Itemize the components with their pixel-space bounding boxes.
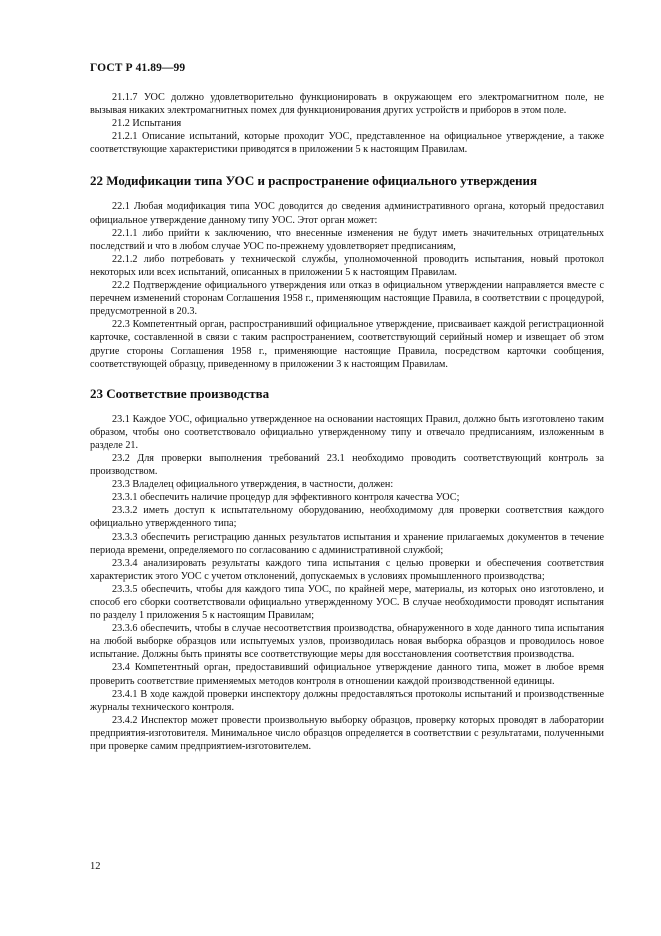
paragraph-22-1-1: 22.1.1 либо прийти к заключению, что внесенные изменения не будут иметь значительных отрицательных последствий и что в любом случае УОС по-прежнему удовлетворяет предписаниям, — [90, 227, 604, 252]
page-number: 12 — [90, 861, 101, 872]
paragraph-23-3-5: 23.3.5 обеспечить, чтобы для каждого типа УОС, по крайней мере, материалы, из которых оно изготовлено, и способ его сборки соответствовали официально утвержденному УОС. В случае необходимости проводят испытания по разделу 1 приложения 5 к настоящим Правилам; — [90, 583, 604, 622]
paragraph-23-1: 23.1 Каждое УОС, официально утвержденное на основании настоящих Правил, должно быть изготовлено таким образом, чтобы оно соответствовало официально утвержденному типу и отвечало предписаниям, изложенным в разделе 21. — [90, 413, 604, 451]
paragraph-22-1-2: 22.1.2 либо потребовать у технической службы, уполномоченной проводить испытания, новый протокол некоторых или всех испытаний, описанных в приложении 5 к настоящим Правилам. — [90, 253, 604, 278]
paragraph-23-3-2: 23.3.2 иметь доступ к испытательному оборудованию, необходимому для проверки соответствия каждого официально утвержденного типа; — [90, 505, 604, 530]
paragraph-22-1: 22.1 Любая модификация типа УОС доводится до сведения административного органа, который предоставил официальное утверждение данному типу УОС. Этот орган может: — [90, 201, 604, 226]
document-page — [90, 62, 604, 753]
document-header: ГОСТ Р 41.89—99 — [90, 62, 186, 74]
paragraph-23-2: 23.2 Для проверки выполнения требований 23.1 необходимо проводить соответствующий контроль за производством. — [90, 452, 604, 478]
section-heading-22: 22 Модификации типа УОС и распространение официального утверждения — [90, 173, 537, 189]
paragraph-23-3-1: 23.3.1 обеспечить наличие процедур для эффективного контроля качества УОС; — [112, 492, 460, 504]
paragraph-23-3-3: 23.3.3 обеспечить регистрацию данных результатов испытания и хранение прилагаемых документов в течение периода времени, определяемого по согласованию с административной службой; — [90, 531, 604, 556]
paragraph-21-1-7: 21.1.7 УОС должно удовлетворительно функционировать в окружающем его электромагнитном поле, не вызывая никаких электромагнитных помех для функционирования других устройств и приборов в этом поле. — [90, 92, 604, 117]
section-heading-23: 23 Соответствие производства — [90, 385, 270, 401]
paragraph-23-3-6: 23.3.6 обеспечить, чтобы в случае несоответствия производства, обнаруженного в ходе данного типа испытания на любой выборке образцов или испытуемых узлов, производилась новая выборка образцов и проводилось новое испытание. Должны быть приняты все соответствующие меры для восстановления соответствия производства. — [90, 623, 604, 661]
paragraph-22-3: 22.3 Компетентный орган, распространивший официальное утверждение, присваивает каждой регистрационной карточке, составленной в связи с таким распространением, соответствующий серийный номер и извещает об этом другие стороны Соглашения 1958 г., применяющие настоящие Правила, посредством карточки сообщения, соответствующей образцу, приведенному в приложении 3 к настоящим Правилам. — [90, 319, 604, 370]
paragraph-23-4-1: 23.4.1 В ходе каждой проверки инспектору должны предоставляться протоколы испытаний и производственные журналы технического контроля. — [90, 688, 604, 713]
paragraph-21-2-1: 21.2.1 Описание испытаний, которые проходит УОС, представленное на официальное утверждение, а также соответствующие характеристики приводятся в приложении 5 к настоящим Правилам. — [90, 131, 604, 156]
paragraph-23-3-4: 23.3.4 анализировать результаты каждого типа испытания с целью проверки и обеспечения соответствия характеристик этого УОС с учетом отклонений, допускаемых в условиях промышленного производства; — [90, 557, 604, 582]
paragraph-23-4: 23.4 Компетентный орган, предоставивший официальное утверждение данного типа, может в любое время проверить соответствие применяемых методов контроля в отношении каждой производственной единицы. — [90, 662, 604, 687]
paragraph-21-2: 21.2 Испытания — [112, 118, 182, 130]
paragraph-22-2: 22.2 Подтверждение официального утверждения или отказ в официальном утверждении направляется вместе с перечнем изменений сторонам Соглашения 1958 г., применяющим настоящие Правила, в соответствии с процедурой, предусмотренной в 20.3. — [90, 280, 604, 318]
paragraph-23-3: 23.3 Владелец официального утверждения, в частности, должен: — [112, 479, 394, 491]
paragraph-23-4-2: 23.4.2 Инспектор может провести произвольную выборку образцов, проверку которых проводят в лаборатории предприятия-изготовителя. Минимальное число образцов определяется в соответствии с результатами, полученными при проверке самим предприятием-изготовителем. — [90, 714, 604, 753]
